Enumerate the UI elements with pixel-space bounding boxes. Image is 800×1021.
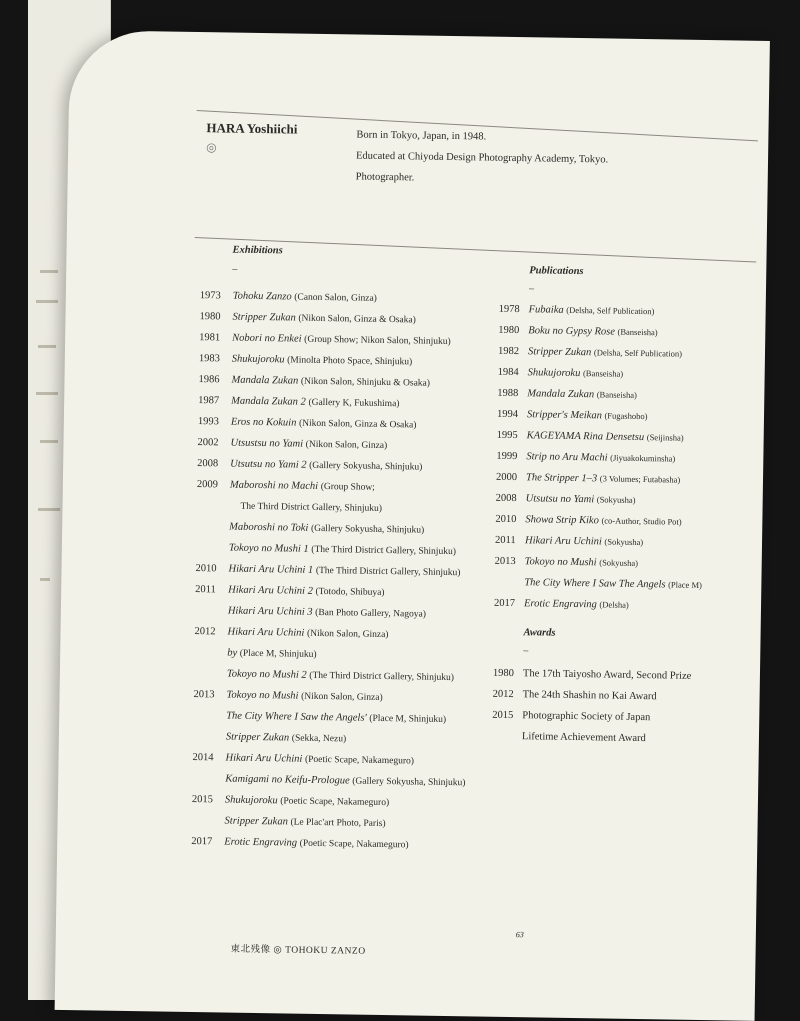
awards-heading: Awards	[524, 627, 556, 638]
exhibition-title: Hikari Aru Uchini	[225, 753, 302, 765]
book-footer: 東北残像 ◎ TOHOKU ZANZO	[230, 941, 365, 957]
exhibition-detail: (Canon Salon, Ginza)	[294, 293, 377, 304]
exhibition-detail: (Poetic Scape, Nakameguro)	[300, 839, 409, 851]
publication-title: Erotic Engraving	[524, 598, 597, 610]
exhibition-detail: (Nikon Salon, Ginza & Osaka)	[298, 314, 416, 326]
publication-detail: (Banseisha)	[583, 368, 623, 379]
award-text: The 24th Shashin no Kai Award	[522, 684, 656, 707]
publication-year: 1988	[497, 383, 518, 404]
publications-heading: Publications	[529, 265, 583, 277]
exhibition-year: 2013	[193, 684, 214, 705]
exhibition-title: Shukujoroku	[232, 354, 285, 366]
exhibition-title: Tokoyo no Mushi 1	[229, 543, 309, 555]
exhibition-year: 2012	[194, 621, 215, 642]
publication-text	[524, 572, 702, 596]
publication-title: The City Where I Saw The Angels	[524, 577, 665, 590]
exhibition-detail: (Minolta Photo Space, Shinjuku)	[287, 355, 412, 367]
exhibition-detail: (Poetic Scape, Nakameguro)	[305, 755, 414, 767]
exhibition-detail: (The Third District Gallery, Shinjuku)	[311, 545, 456, 557]
exhibition-year: 1987	[198, 390, 219, 411]
awards-list	[492, 663, 723, 751]
publication-year: 1999	[496, 446, 517, 467]
exhibition-year: 2010	[195, 558, 216, 579]
exhibition-title: Utsustsu no Yami	[230, 438, 303, 450]
publication-text	[527, 383, 637, 406]
exhibition-title: Kamigami no Keifu-Prologue	[225, 774, 350, 787]
publication-detail: (Banseisha)	[597, 389, 637, 400]
publication-entry	[494, 593, 724, 618]
publication-year: 2013	[495, 551, 516, 572]
exhibition-year: 2017	[191, 831, 212, 852]
award-text: Lifetime Achievement Award	[522, 726, 646, 749]
page-number: 63	[516, 930, 524, 939]
exhibition-year: 2014	[192, 747, 213, 768]
publication-detail: (Delsha, Self Publication)	[566, 305, 654, 316]
publication-year: 1980	[498, 320, 519, 341]
exhibition-detail: (Group Show; Nikon Salon, Shinjuku)	[304, 335, 451, 347]
exhibition-detail: (The Third District Gallery, Shinjuku)	[316, 566, 461, 578]
exhibition-year: 1983	[199, 348, 220, 369]
exhibition-title: Nobori no Enkei	[232, 333, 302, 345]
publication-title: Boku no Gypsy Rose	[528, 325, 615, 337]
publication-detail: (Place M)	[668, 579, 702, 590]
publication-text	[528, 341, 682, 364]
exhibition-detail: (Gallery Sokyusha, Shinjuku)	[311, 524, 424, 536]
publication-title: Fubaika	[529, 304, 564, 316]
publication-detail: (Jiyuakokuminsha)	[610, 453, 675, 464]
awards-dash: –	[523, 645, 528, 656]
author-mark-icon: ◎	[206, 140, 217, 155]
exhibition-detail: (Group Show;	[321, 482, 375, 493]
publication-title: Stripper Zukan	[528, 346, 591, 358]
publication-title: Tokoyo no Mushi	[525, 556, 597, 568]
publication-title: Showa Strip Kiko	[525, 514, 599, 526]
exhibition-detail: (Place M, Shinjuku)	[240, 649, 317, 660]
exhibition-title: Hikari Aru Uchini 1	[228, 564, 313, 576]
exhibition-detail: (Gallery Sokyusha, Shinjuku)	[352, 777, 465, 789]
publication-text	[525, 530, 643, 553]
exhibition-detail: (Gallery K, Fukushima)	[308, 398, 399, 409]
exhibition-detail: (Sekka, Nezu)	[292, 734, 346, 745]
exhibitions-dash: –	[232, 264, 237, 275]
publication-text	[526, 488, 636, 511]
exhibition-title: by	[227, 648, 237, 659]
exhibition-title: Mandala Zukan	[231, 375, 298, 387]
award-text: Photographic Society of Japan	[522, 705, 650, 728]
exhibition-title: Mandala Zukan 2	[231, 396, 306, 408]
exhibition-title: Stripper Zukan	[225, 816, 288, 828]
publication-year: 2010	[495, 509, 516, 530]
exhibition-year: 1973	[200, 285, 221, 306]
exhibition-title: Tokoyo no Mushi	[226, 690, 298, 702]
exhibition-detail: (Place M, Shinjuku)	[369, 714, 446, 725]
publication-text	[525, 509, 682, 532]
exhibition-title: Stripper Zukan	[232, 312, 295, 324]
exhibition-text	[224, 832, 409, 857]
award-year: 2012	[492, 684, 513, 705]
exhibition-title: Maboroshi no Machi	[230, 480, 318, 492]
exhibition-title: Erotic Engraving	[224, 837, 297, 849]
publication-text	[526, 467, 681, 490]
exhibition-year: 2009	[197, 474, 218, 495]
author-name: HARA Yoshiichi	[206, 120, 297, 137]
exhibition-year: 1981	[199, 327, 220, 348]
publication-title: KAGEYAMA Rina Densetsu	[527, 430, 645, 443]
publication-detail: (3 Volumes; Futabasha)	[600, 473, 681, 484]
exhibition-detail: The Third District Gallery, Shinjuku)	[240, 502, 382, 514]
publication-detail: (Fugashobo)	[604, 410, 647, 421]
publications-list	[494, 299, 729, 618]
exhibition-year: 1980	[199, 306, 220, 327]
publication-title: Utsutsu no Yami	[526, 493, 595, 505]
publication-text	[525, 551, 639, 574]
publication-text	[527, 404, 648, 427]
publication-text	[528, 320, 658, 343]
award-text: The 17th Taiyosho Award, Second Prize	[523, 663, 692, 687]
exhibition-detail: (Ban Photo Gallery, Nagoya)	[315, 608, 426, 620]
exhibition-title: The City Where I Saw the Angels'	[226, 711, 367, 724]
publication-year: 1994	[497, 404, 518, 425]
exhibition-year: 1993	[198, 411, 219, 432]
award-entry	[492, 726, 722, 751]
publication-title: Mandala Zukan	[527, 388, 594, 400]
award-year: 2015	[492, 705, 513, 726]
publications-dash: –	[529, 283, 534, 294]
publication-year: 1978	[499, 299, 520, 320]
publication-title: The Stripper 1–3	[526, 472, 597, 484]
publication-detail: (Delsha)	[599, 599, 628, 609]
publication-detail: (Banseisha)	[617, 327, 657, 338]
publication-year: 1982	[498, 341, 519, 362]
exhibition-title: Hikari Aru Uchini 3	[228, 606, 313, 618]
publication-detail: (Sokyusha)	[597, 494, 636, 505]
exhibition-detail: (Nikon Salon, Ginza)	[307, 629, 389, 640]
exhibition-text	[227, 643, 317, 666]
publication-year: 1995	[497, 425, 518, 446]
bio-line: Born in Tokyo, Japan, in 1948.	[356, 125, 608, 150]
publication-year: 1984	[498, 362, 519, 383]
publication-detail: (Sokyusha)	[599, 557, 638, 568]
book-page	[55, 30, 770, 1021]
publication-detail: (Delsha, Self Publication)	[594, 347, 682, 358]
exhibition-title: Maboroshi no Toki	[229, 522, 308, 534]
publication-detail: (Seijinsha)	[647, 432, 684, 443]
exhibition-title: Utsutsu no Yami 2	[230, 459, 307, 471]
exhibition-year: 2002	[197, 432, 218, 453]
exhibition-detail: (Totodo, Shibuya)	[315, 587, 384, 598]
exhibition-detail: (Nikon Salon, Shinjuku & Osaka)	[301, 377, 430, 389]
publication-year: 2017	[494, 593, 515, 614]
publication-title: Stripper's Meikan	[527, 409, 602, 421]
publication-title: Strip no Aru Machi	[526, 451, 607, 463]
exhibition-detail: (Gallery Sokyusha, Shinjuku)	[309, 461, 422, 473]
exhibition-entry	[191, 831, 491, 857]
publication-year: 2000	[496, 467, 517, 488]
exhibition-year: 2008	[197, 453, 218, 474]
publication-detail: (co-Author, Studio Pot)	[601, 515, 681, 526]
publication-text	[527, 425, 684, 448]
exhibitions-heading: Exhibitions	[232, 245, 282, 257]
bio-line: Educated at Chiyoda Design Photography Academy, Tokyo.	[356, 146, 608, 171]
bio-line: Photographer.	[356, 167, 608, 192]
publication-text	[528, 362, 624, 384]
exhibition-title: Hikari Aru Uchini 2	[228, 585, 313, 597]
exhibition-title: Tohoku Zanzo	[233, 291, 292, 303]
author-bio	[356, 125, 609, 192]
exhibition-title: Stripper Zukan	[226, 732, 289, 744]
publication-title: Shukujoroku	[528, 367, 581, 379]
publication-year: 2008	[496, 488, 517, 509]
publication-text	[528, 299, 654, 322]
exhibition-detail: (Nikon Salon, Ginza & Osaka)	[299, 419, 417, 431]
exhibition-year: 2015	[192, 789, 213, 810]
exhibition-detail: (Poetic Scape, Nakameguro)	[280, 796, 389, 808]
exhibitions-list	[191, 285, 500, 857]
exhibition-detail: (Nikon Salon, Ginza)	[301, 692, 383, 703]
publication-text	[526, 446, 675, 469]
exhibition-detail: (Nikon Salon, Ginza)	[306, 440, 388, 451]
exhibition-year: 2011	[195, 579, 216, 600]
exhibition-title: Eros no Kokuin	[231, 417, 297, 429]
publication-text	[524, 593, 629, 616]
publication-detail: (Sokyusha)	[604, 536, 643, 547]
exhibition-title: Tokoyo no Mushi 2	[227, 669, 307, 681]
publication-title: Hikari Aru Uchini	[525, 535, 602, 547]
exhibition-title: Shukujoroku	[225, 795, 278, 807]
exhibition-title: Hikari Aru Uchini	[227, 627, 304, 639]
exhibition-year: 1986	[198, 369, 219, 390]
exhibition-detail: (Le Plac'art Photo, Paris)	[290, 818, 385, 829]
publication-year: 2011	[495, 530, 516, 551]
exhibition-detail: (The Third District Gallery, Shinjuku)	[309, 671, 454, 683]
award-year: 1980	[493, 663, 514, 684]
